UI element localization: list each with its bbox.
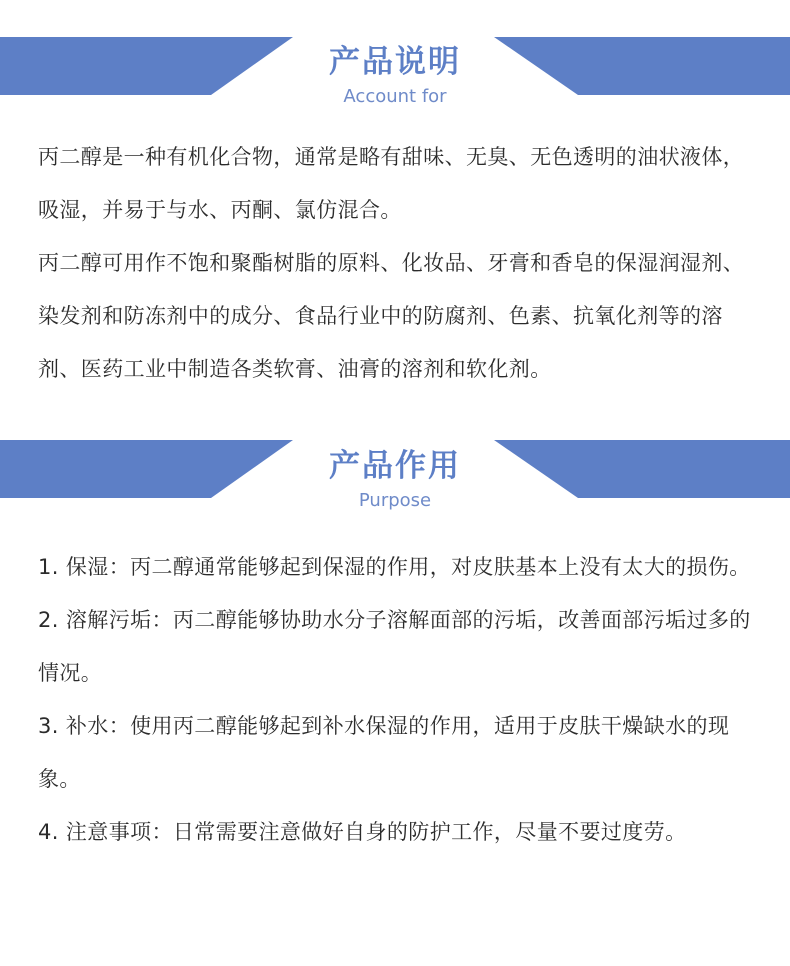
list-item: 4. 注意事项：日常需要注意做好自身的防护工作，尽量不要过度劳。 [38, 820, 687, 844]
paragraph: 丙二醇是一种有机化合物，通常是略有甜味、无臭、无色透明的油状液体，吸湿，并易于与水、丙酮、氯仿混合。 [38, 145, 745, 222]
list-item: 2. 溶解污垢：丙二醇能够协助水分子溶解面部的污垢，改善面部污垢过多的情况。 [38, 608, 751, 685]
section-title: 产品说明 [329, 44, 461, 80]
section-title: 产品作用 [329, 448, 461, 484]
section-subtitle: Account for [343, 86, 447, 107]
description-text [38, 131, 754, 396]
purpose-list [38, 541, 754, 859]
section-subtitle: Purpose [358, 490, 432, 511]
list-item: 3. 补水：使用丙二醇能够起到补水保湿的作用，适用于皮肤干燥缺水的现象。 [38, 714, 730, 791]
list-item: 1. 保湿：丙二醇通常能够起到保湿的作用，对皮肤基本上没有太大的损伤。 [38, 555, 751, 579]
paragraph: 丙二醇可用作不饱和聚酯树脂的原料、化妆品、牙膏和香皂的保湿润湿剂、染发剂和防冻剂中的成分、食品行业中的防腐剂、色素、抗氧化剂等的溶剂、医药工业中制造各类软膏、油膏的溶剂和软化剂。 [38, 251, 745, 381]
